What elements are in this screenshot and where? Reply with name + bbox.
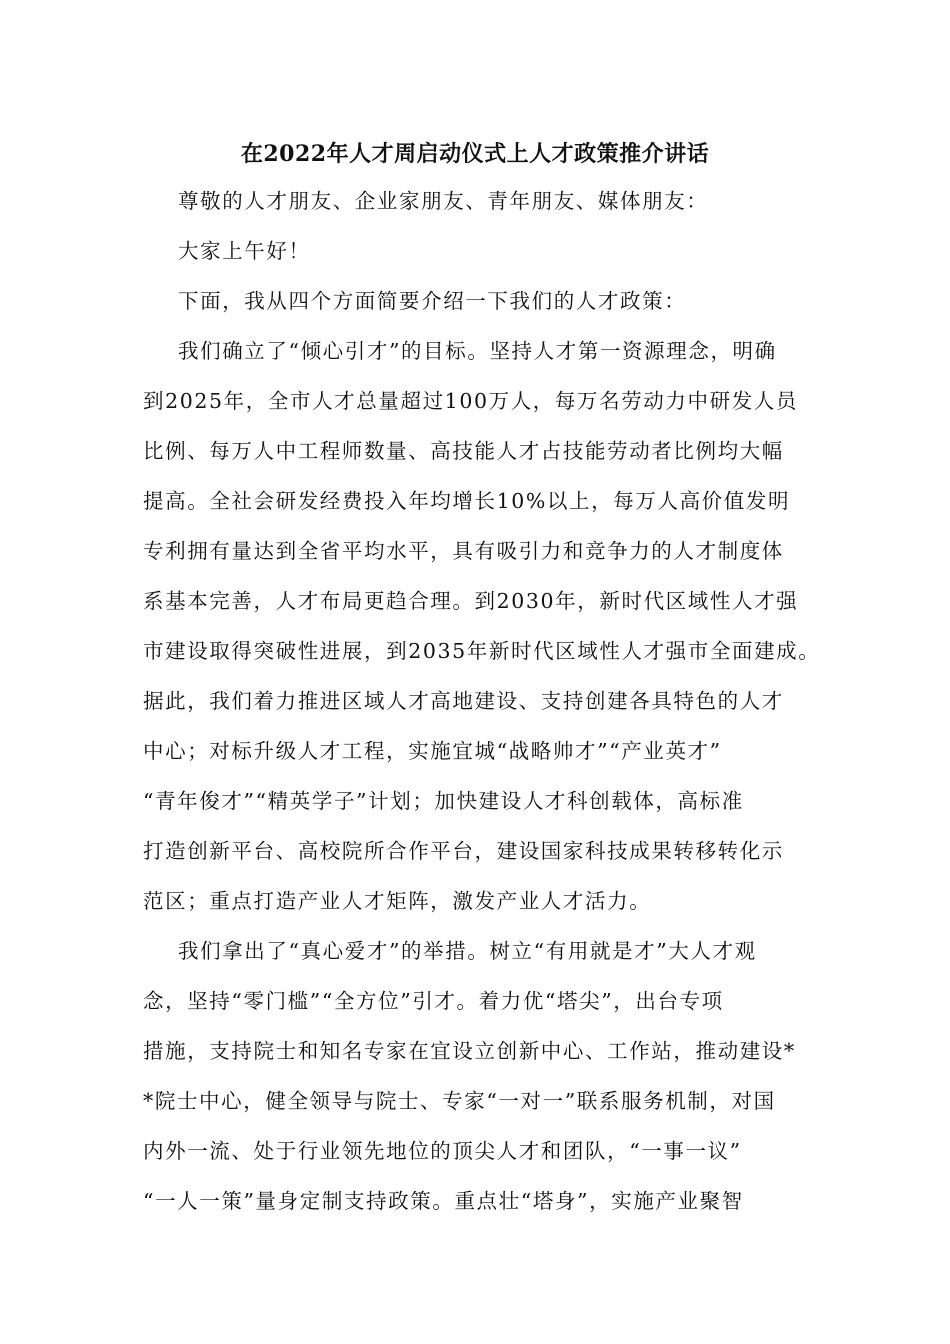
paragraph-line: 我们确立了“倾心引才”的目标。坚持人才第一资源理念，明确 [178,339,777,363]
paragraph-line: 比例、每万人中工程师数量、高技能人才占技能劳动者比例均大幅 [143,439,784,463]
paragraph-line: “青年俊才”“精英学子”计划；加快建设人才科创载体，高标准 [143,789,744,813]
paragraph-line: 念，坚持“零门槛”“全方位”引才。着力优“塔尖”，出台专项 [143,989,724,1013]
paragraph-line: 尊敬的人才朋友、企业家朋友、青年朋友、媒体朋友： [178,189,709,213]
paragraph-line: 提高。全社会研发经费投入年均增长10%以上，每万人高价值发明 [143,489,791,513]
paragraph-line: 市建设取得突破性进展，到2035年新时代区域性人才强市全面建成。 [143,639,821,663]
paragraph-line: 措施，支持院士和知名专家在宜设立创新中心、工作站，推动建设* [143,1039,796,1063]
paragraph-line: 范区；重点打造产业人才矩阵，激发产业人才活力。 [143,889,652,913]
paragraph-line: 大家上午好！ [178,239,311,263]
paragraph-line: 我们拿出了“真心爱才”的举措。树立“有用就是才”大人才观 [178,939,757,963]
paragraph-line: 专利拥有量达到全省平均水平，具有吸引力和竞争力的人才制度体 [143,539,784,563]
paragraph-line: “一人一策”量身定制支持政策。重点壮“塔身”，实施产业聚智 [143,1189,744,1213]
paragraph-line: 中心；对标升级人才工程，实施宜城“战略帅才”“产业英才” [143,739,722,763]
paragraph-line: 系基本完善，人才布局更趋合理。到2030年，新时代区域性人才强 [143,589,799,613]
document-title: 在2022年人才周启动仪式上人才政策推介讲话 [240,141,710,167]
paragraph-line: 下面，我从四个方面简要介绍一下我们的人才政策： [178,289,687,313]
paragraph-line: 到2025年，全市人才总量超过100万人，每万名劳动力中研发人员 [143,389,798,413]
paragraph-line: 打造创新平台、高校院所合作平台，建设国家科技成果转移转化示 [143,839,784,863]
paragraph-line: 内外一流、处于行业领先地位的顶尖人才和团队，“一事一议” [143,1139,742,1163]
paragraph-line: *院士中心，健全领导与院士、专家“一对一”联系服务机制，对国 [143,1089,776,1113]
paragraph-line: 据此，我们着力推进区域人才高地建设、支持创建各具特色的人才 [143,689,784,713]
